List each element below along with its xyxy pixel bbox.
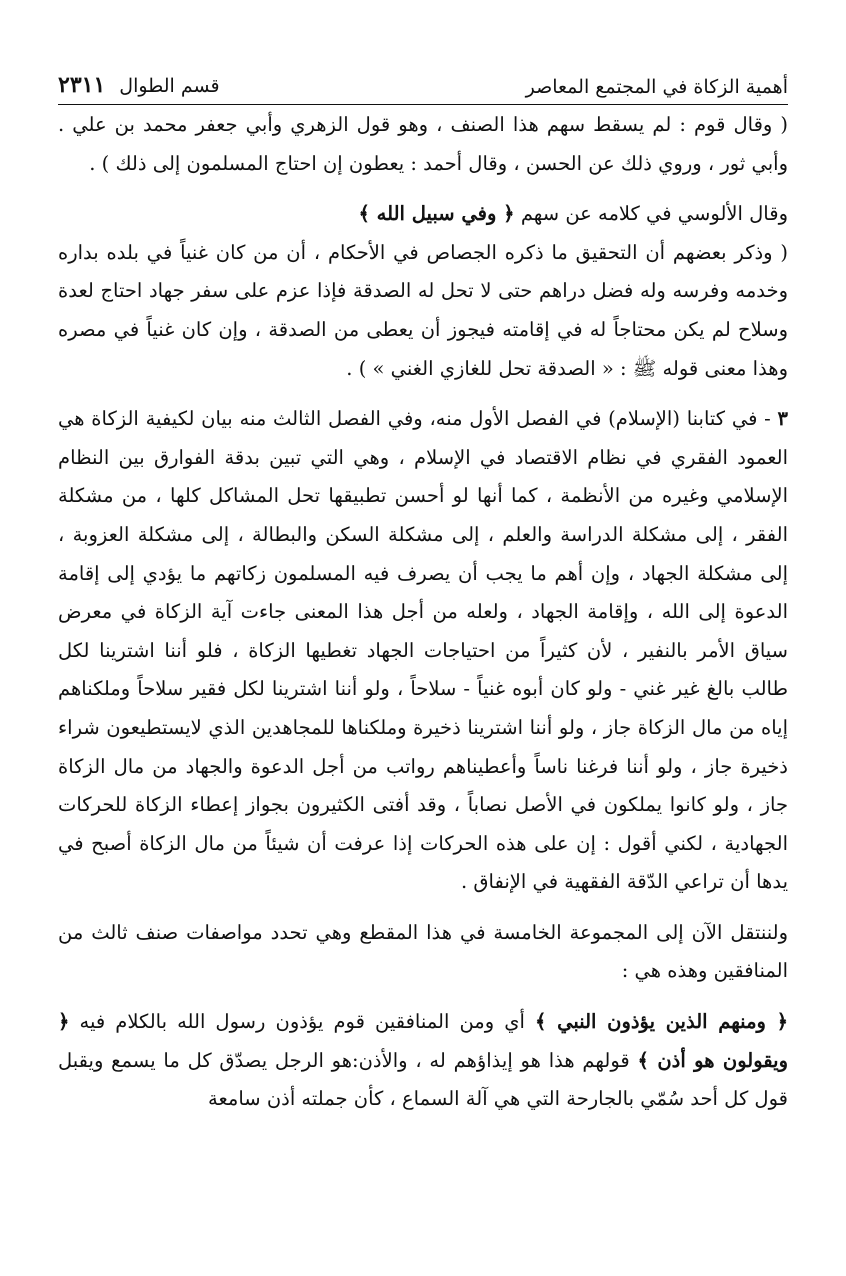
header-left [58,72,220,98]
running-header [58,58,788,105]
paragraph-quote-1: ( وقال قوم : لم يسقط سهم هذا الصنف ، وهو قول الزهري وأبي جعفر محمد بن علي . وأبي ثور ، وروي ذلك عن الحسن ، وقال أحمد : يعطون إن احتاج المسلمون إلى ذلك ) . [58,113,788,175]
quran-verse-fi-sabilillah: ﴿ وفي سبيل الله ﴾ [358,202,515,226]
point-number: ٣ [777,407,788,431]
tafsir-text-2: قولهم هذا هو إيذاؤهم له ، والأذن:هو الرجل يصدّق كل ما يسمع ويقبل قول كل أحد سُمّي بالجارحة التي هي آلة السماع ، كأن جملته أذن سامعة [58,1048,788,1111]
paragraph-transition: ولننتقل الآن إلى المجموعة الخامسة في هذا المقطع وهي تحدد مواصفات صنف ثالث من المنافقين وهذه هي : [58,920,788,983]
paragraph-tafsir [58,1003,788,1119]
alusi-intro: وقال الألوسي في كلامه عن سهم [520,202,788,226]
quran-verse-udhun: ﴿ ويقولون هو أذن ﴾ [58,1010,788,1072]
book-title: أهمية الزكاة في المجتمع المعاصر [525,76,788,98]
section-name: قسم الطوال [119,75,220,97]
point-3-text: في كتابنا (الإسلام) في الفصل الأول منه، وفي الفصل الثالث منه بيان لكيفية الزكاة هي العمود الفقري في نظام الاقتصاد في الإسلام ، وهي التي تبين بدقة الفوارق بين النظام الإسلامي وغيره من الأنظمة ، كما أنها لو أحسن تطبيقها تحل المشاكل كلها ، من مشكلة الفقر ، إلى مشكلة الدراسة والعلم ، إلى مشكلة السكن والبطالة ، إلى مشكلة العزوبة ، إلى مشكلة الجهاد ، وإن أهم ما يجب أن يصرف فيه المسلمون زكاتهم ما يؤدي إلى إقامة الدعوة إلى الله ، وإقامة الجهاد ، ولعله من أجل هذا المعنى جاءت آية الزكاة في معرض سياق الأمر بالنفير ، لأن كثيراً من احتياجات الجهاد تغطيها الزكاة ، فلو أننا اشترينا لكل طالب بالغ غير غني - ولو كان أبوه غنياً - سلاحاً ، ولو أننا اشترينا لكل فقير سلاحاً وملكناهم إياه من مال الزكاة جاز ، ولو أننا اشترينا ذخيرة وملكناها للمجاهدين الذي لايستطيعون شراء ذخيرة جاز ، ولو أننا فرغنا ناساً وأعطيناهم رواتب من أجل الدعوة والجهاد من مال الزكاة جاز ، ولو كانوا يملكون في الأصل نصاباً ، وقد أفتى الكثيرون بجواز إعطاء الزكاة للحركات الجهادية ، لكني أقول : إن على هذه الحركات إذا عرفت أن شيئاً من مال الزكاة أصبح في يدها أن تراعي الدّقة الفقهية في الإنفاق . [58,407,788,894]
paragraph-alusi [58,195,788,234]
quran-verse-yuzuna: ﴿ ومنهم الذين يؤذون النبي ﴾ [535,1010,789,1034]
tafsir-text-1: أي ومن المنافقين قوم يؤذون رسول الله بالكلام فيه [79,1010,525,1034]
page-number: ٢٣١١ [58,72,106,98]
page-body [58,106,788,1119]
paragraph-point-3 [58,400,788,902]
paragraph-quote-2: ( وذكر بعضهم أن التحقيق ما ذكره الجصاص في الأحكام ، أن من كان غنياً في بلده بداره وخدمه وفرسه وله فضل دراهم حتى لا تحل له الصدقة فإذا عزم على سفر جهاد احتاج لعدة وسلاح لم يكن محتاجاً له في إقامته فيجوز أن يعطى من الصدقة ، وإن كان غنياً في مصره وهذا معنى قوله ﷺ : « الصدقة تحل للغازي الغني » ) . [58,240,788,380]
point-dash: - [757,407,771,431]
